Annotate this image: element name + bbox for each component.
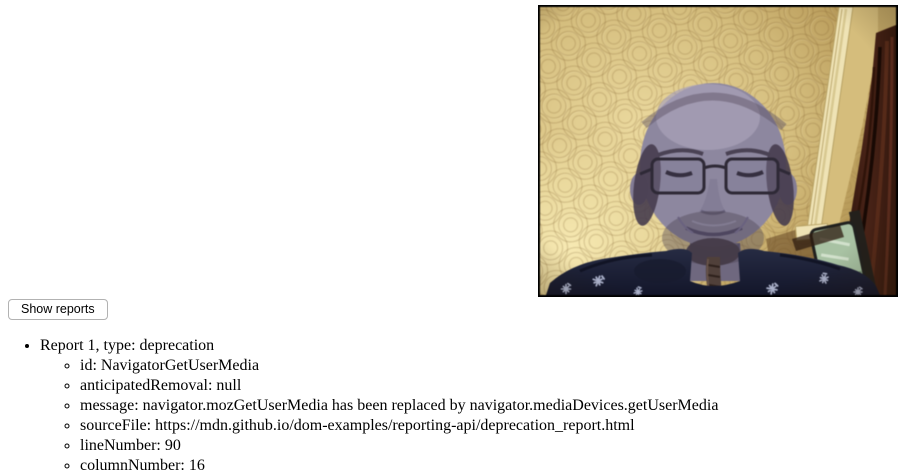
report-detail-id: ◦ id: NavigatorGetUserMedia	[80, 356, 902, 376]
report-detail-anticipated-removal: ◦ anticipatedRemoval: null	[80, 376, 902, 396]
report-item	[40, 336, 902, 476]
report-detail-message: ◦ message: navigator.mozGetUserMedia has been replaced by navigator.mediaDevices.getUserMedia	[80, 396, 902, 416]
show-reports-button[interactable]: Show reports	[8, 299, 108, 320]
report-details	[40, 356, 902, 476]
report-detail-line-number: ◦ lineNumber: 90	[80, 436, 902, 456]
report-detail-column-number: ◦ columnNumber: 16	[80, 456, 902, 476]
report-detail-source-file: ◦ sourceFile: https://mdn.github.io/dom-examples/reporting-api/deprecation_report.html	[80, 416, 902, 436]
webcam-video	[538, 5, 898, 297]
webcam-scene	[540, 7, 896, 295]
report-title: Report 1, type: deprecation	[40, 337, 215, 354]
report-list	[0, 336, 902, 476]
vignette	[540, 7, 896, 295]
controls-bar	[8, 299, 902, 320]
